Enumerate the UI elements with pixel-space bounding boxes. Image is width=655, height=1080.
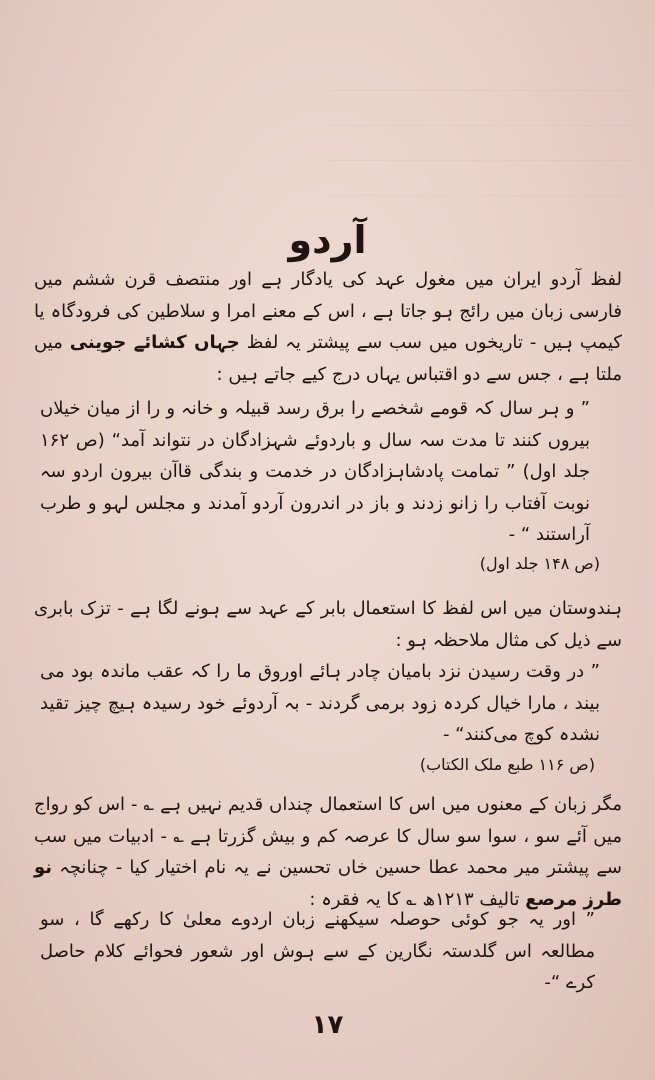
paragraph-language-usage: [34, 789, 622, 915]
page-title: آردو: [288, 218, 367, 262]
quotation-3: ” اور یہ جو کوئی حوصلہ سیکھنے زبان اردوے معلیٰ کا رکھے گا ، سو مطالعہ اس گلدستہ نگارین کے سے ہوش اور شعور فحوائے کلام حاصل کرے “-: [40, 909, 595, 993]
paragraph-intro-text-end: میں ملتا ہے ، جس سے دو اقتباس یہاں درج کیے جاتے ہیں :: [34, 332, 622, 385]
page-number: ۱۷: [311, 1010, 344, 1040]
book-title-nau-tarz-e-murassa: نو طرز مرصع: [34, 857, 622, 910]
quotation-2: ” در وقت رسیدن نزد بامیان چادر ہائے اوروق ما را کہ عقب ماندہ بود می بیند ، مارا خیال کردہ زود برمی گردند - بہ آردوئے خود رسیدہ ہیچ چیز تقید نشدہ کوچ می‌کنند“ -: [40, 661, 600, 745]
paragraph-language-usage-text: مگر زبان کے معنوں میں اس کا استعمال چنداں قدیم نہیں ہے ؎ - اس کو رواج میں آئے سو ، سوا سو سال کا عرصہ کم و بیش گزرتا ہے ؎ - ادبیات میں سب سے پیشتر میر محمد عطا حسین خاں تحسین نے یہ نام اختیار کیا - چنانچہ: [34, 794, 622, 878]
paragraph-language-usage-text-end: تالیف ۱۲۱۳ھ ؎ کا یہ فقرہ :: [309, 888, 520, 910]
quotation-2-citation: (ص ۱۱۶ طبع ملک الکتاب): [419, 755, 595, 774]
paragraph-intro-text: لفظ آردو ایران میں مغول عہد کی یادگار ہے اور منتصف قرن ششم میں فارسی زبان میں رائج ہو جاتا ہے ، اس کے معنے امرا و سلاطین کی فرودگاہ یا کیمپ ہیں - تاریخوں میں سب سے پیشتر یہ لفظ: [34, 269, 622, 353]
quotation-1: ” و ہر سال کہ قومے شخصے را برق رسد قبیلہ و خانہ و را از میان خیلاں بیروں کنند تا مدت سہ سال و باردوئے شہزادگان در نتواند آمد“ (ص ۱۶۲ جلد اول) ” تمامت پادشاہزادگان در خدمت و بندگی قاآن بیرون اردو سہ نوبت آفتاب را زانو زدند و باز در اندرون آردو آمدند و مجلس لہو و طرب آراستند “ -: [40, 398, 590, 545]
paragraph-babur: ہندوستان میں اس لفظ کا استعمال بابر کے عہد سے ہونے لگا ہے - تزک بابری سے ذیل کی مثال ملاحظہ ہو :: [34, 598, 622, 651]
book-title-jahan-kushai: جہاں کشائے جوینی: [69, 332, 240, 353]
quotation-1-citation: (ص ۱۴۸ جلد اول): [479, 554, 600, 573]
paragraph-intro: [34, 264, 622, 390]
